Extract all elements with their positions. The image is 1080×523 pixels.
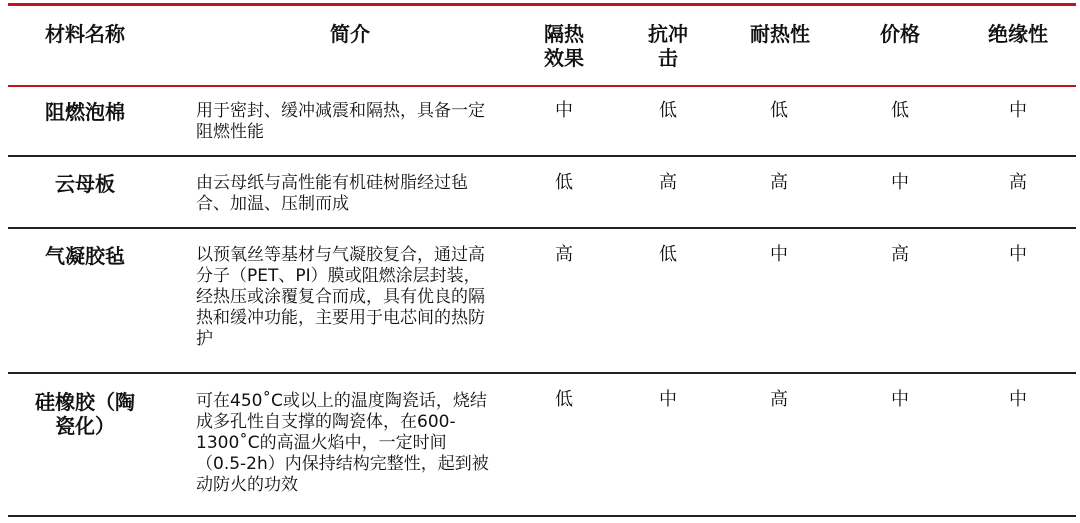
cell-price: 高 [891, 244, 909, 265]
cell-impact: 中 [659, 389, 677, 410]
header-intro: 简介 [330, 22, 370, 46]
cell-impact: 低 [659, 100, 677, 121]
cell-price: 中 [891, 172, 909, 193]
cell-impact: 低 [659, 244, 677, 265]
row-desc: 可在450˚C或以上的温度陶瓷话，烧结成多孔性自支撑的陶瓷体，在600-1300˚C的高温火焰中，一定时间（0.5-2h）内保持结构完整性，起到被动防火的功效 [196, 391, 489, 495]
row-divider [8, 155, 1076, 157]
row-desc: 由云母纸与高性能有机硅树脂经过毡合、加温、压制而成 [196, 173, 468, 214]
header-impact: 抗冲击 [648, 22, 688, 70]
cell-insulation: 低 [555, 172, 573, 193]
header-rule [8, 85, 1076, 87]
table-top-rule [8, 3, 1076, 6]
cell-electrical: 中 [1009, 100, 1027, 121]
cell-electrical: 中 [1009, 389, 1027, 410]
cell-insulation: 高 [555, 244, 573, 265]
row-name: 气凝胶毡 [45, 244, 125, 268]
header-insulation: 隔热效果 [544, 22, 584, 70]
cell-price: 中 [891, 389, 909, 410]
row-name: 云母板 [55, 172, 115, 196]
cell-heat-resistance: 中 [770, 244, 788, 265]
row-desc: 用于密封、缓冲减震和隔热，具备一定阻燃性能 [196, 101, 485, 142]
cell-price: 低 [891, 100, 909, 121]
cell-impact: 高 [659, 172, 677, 193]
header-heat-resistance: 耐热性 [750, 22, 810, 46]
cell-electrical: 高 [1009, 172, 1027, 193]
row-desc: 以预氧丝等基材与气凝胶复合，通过高分子（PET、PI）膜或阻燃涂层封装，经热压或涂覆复合而成，具有优良的隔热和缓冲功能，主要用于电芯间的热防护 [196, 245, 485, 349]
cell-heat-resistance: 高 [770, 172, 788, 193]
row-divider [8, 227, 1076, 229]
header-name: 材料名称 [45, 22, 125, 46]
cell-insulation: 中 [555, 100, 573, 121]
row-name: 阻燃泡棉 [45, 100, 125, 124]
header-price: 价格 [880, 22, 920, 46]
row-divider [8, 372, 1076, 374]
row-name: 硅橡胶（陶瓷化） [35, 390, 135, 438]
cell-heat-resistance: 高 [770, 389, 788, 410]
header-electrical: 绝缘性 [988, 22, 1048, 46]
cell-heat-resistance: 低 [770, 100, 788, 121]
cell-insulation: 低 [555, 389, 573, 410]
table-bottom-rule [8, 515, 1076, 517]
cell-electrical: 中 [1009, 244, 1027, 265]
